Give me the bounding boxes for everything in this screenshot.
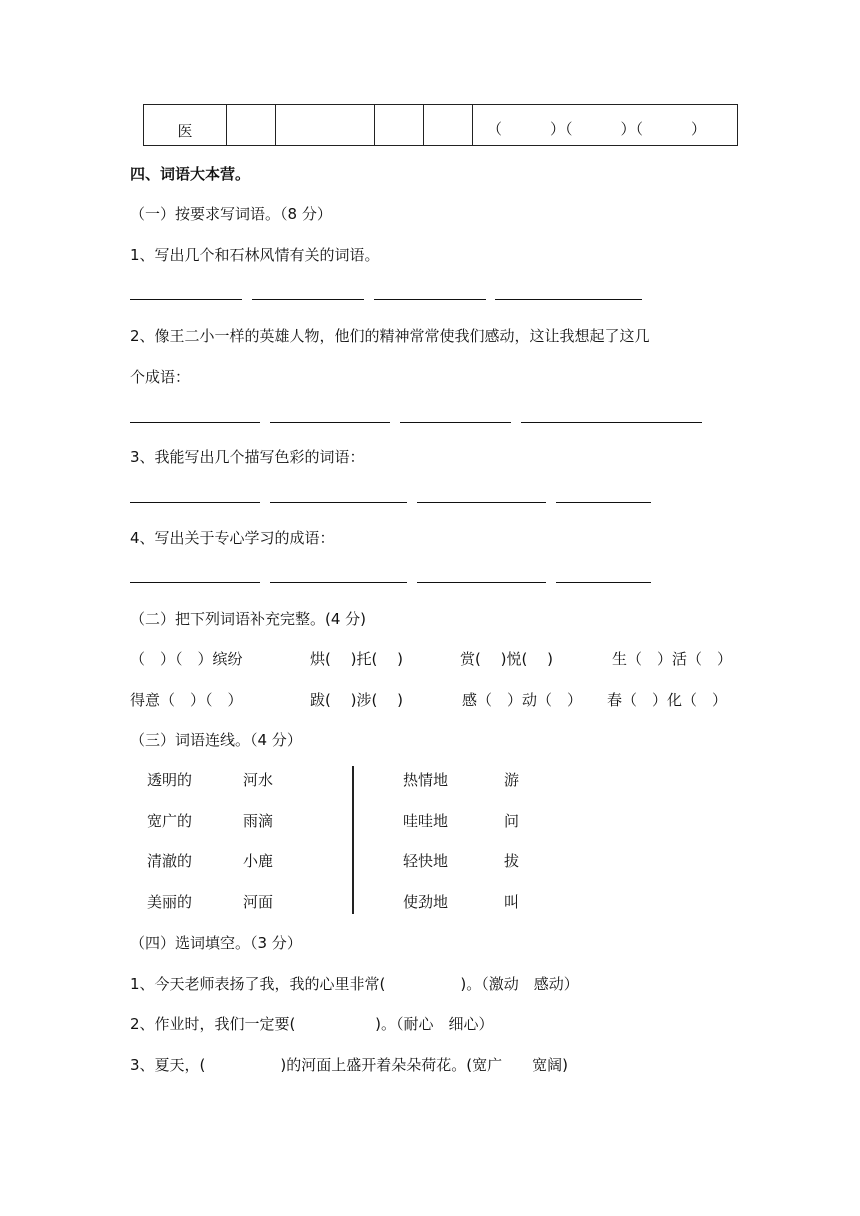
match-left-word[interactable]: 美丽的: [147, 893, 193, 911]
answer-line[interactable]: [130, 502, 260, 503]
fill-item[interactable]: 生（ ）活（ ）: [612, 650, 733, 668]
answer-line[interactable]: [270, 502, 407, 503]
fill-item[interactable]: 得意（ ）（ ）: [130, 691, 243, 709]
answer-line[interactable]: [130, 299, 242, 300]
question-2-line-1: 2、像王二小一样的英雄人物，他们的精神常常使我们感动，这让我想起了这几: [130, 327, 650, 345]
fill-item[interactable]: 跋( )涉( ): [310, 691, 403, 709]
match-left-noun[interactable]: 河水: [243, 771, 274, 789]
paren-open: （: [487, 120, 503, 138]
match-right-verb[interactable]: 问: [504, 812, 520, 830]
paren-mid: ）（: [620, 120, 644, 138]
answer-line[interactable]: [252, 299, 364, 300]
match-right-word[interactable]: 轻快地: [403, 852, 449, 870]
match-left-noun[interactable]: 小鹿: [243, 852, 274, 870]
fill-sentence-3[interactable]: 3、夏天，( )的河面上盛开着朵朵荷花。(宽广 宽阔): [130, 1056, 568, 1074]
match-right-word[interactable]: 使劲地: [403, 893, 449, 911]
part-four-title: （四）选词填空。（3 分）: [130, 934, 302, 952]
match-right-verb[interactable]: 拔: [504, 852, 520, 870]
match-right-verb[interactable]: 叫: [504, 893, 520, 911]
table-cell-blank[interactable]: [424, 105, 473, 146]
answer-line[interactable]: [270, 582, 407, 583]
section-four-title: 四、词语大本营。: [130, 165, 251, 183]
answer-line[interactable]: [130, 422, 260, 423]
fill-item[interactable]: （ ）（ ）缤纷: [130, 650, 243, 668]
paren-close: ）: [691, 120, 707, 138]
fill-item[interactable]: 春（ ）化（ ）: [607, 691, 728, 709]
fill-item[interactable]: 赏( )悦( ): [460, 650, 553, 668]
question-4: 4、写出关于专心学习的成语：: [130, 529, 335, 547]
fill-sentence-2[interactable]: 2、作业时，我们一定要( )。（耐心 细心）: [130, 1015, 494, 1033]
question-1: 1、写出几个和石林风情有关的词语。: [130, 246, 380, 264]
match-left-word[interactable]: 清澈的: [147, 852, 193, 870]
table-cell-blank[interactable]: [276, 105, 375, 146]
table-cell-blank[interactable]: [227, 105, 276, 146]
match-right-verb[interactable]: 游: [504, 771, 520, 789]
answer-line[interactable]: [417, 582, 546, 583]
fill-item[interactable]: 感（ ）动（ ）: [462, 691, 583, 709]
answer-line[interactable]: [130, 582, 260, 583]
table-cell-parens[interactable]: [473, 105, 738, 146]
answer-line[interactable]: [556, 582, 651, 583]
match-left-noun[interactable]: 河面: [243, 893, 274, 911]
answer-line[interactable]: [374, 299, 486, 300]
question-3: 3、我能写出几个描写色彩的词语：: [130, 448, 365, 466]
part-two-title: （二）把下列词语补充完整。(4 分): [130, 610, 367, 628]
question-2-line-2: 个成语：: [130, 368, 191, 386]
table-cell-char: 医: [144, 105, 227, 146]
answer-line[interactable]: [556, 502, 651, 503]
answer-line[interactable]: [400, 422, 511, 423]
answer-line[interactable]: [270, 422, 390, 423]
part-three-title: （三）词语连线。（4 分）: [130, 731, 302, 749]
answer-line[interactable]: [495, 299, 642, 300]
fill-item[interactable]: 烘( )托( ): [310, 650, 403, 668]
paren-mid: ）（: [550, 120, 573, 138]
match-left-noun[interactable]: 雨滴: [243, 812, 274, 830]
divider-line: [352, 766, 354, 914]
match-right-word[interactable]: 热情地: [403, 771, 449, 789]
character-table: [143, 104, 738, 146]
match-left-word[interactable]: 透明的: [147, 771, 193, 789]
match-left-word[interactable]: 宽广的: [147, 812, 193, 830]
answer-line[interactable]: [521, 422, 702, 423]
answer-line[interactable]: [417, 502, 546, 503]
table-cell-blank[interactable]: [375, 105, 424, 146]
fill-sentence-1[interactable]: 1、今天老师表扬了我，我的心里非常( )。（激动 感动）: [130, 975, 579, 993]
part-one-title: （一）按要求写词语。（8 分）: [130, 205, 332, 223]
match-right-word[interactable]: 哇哇地: [403, 812, 449, 830]
